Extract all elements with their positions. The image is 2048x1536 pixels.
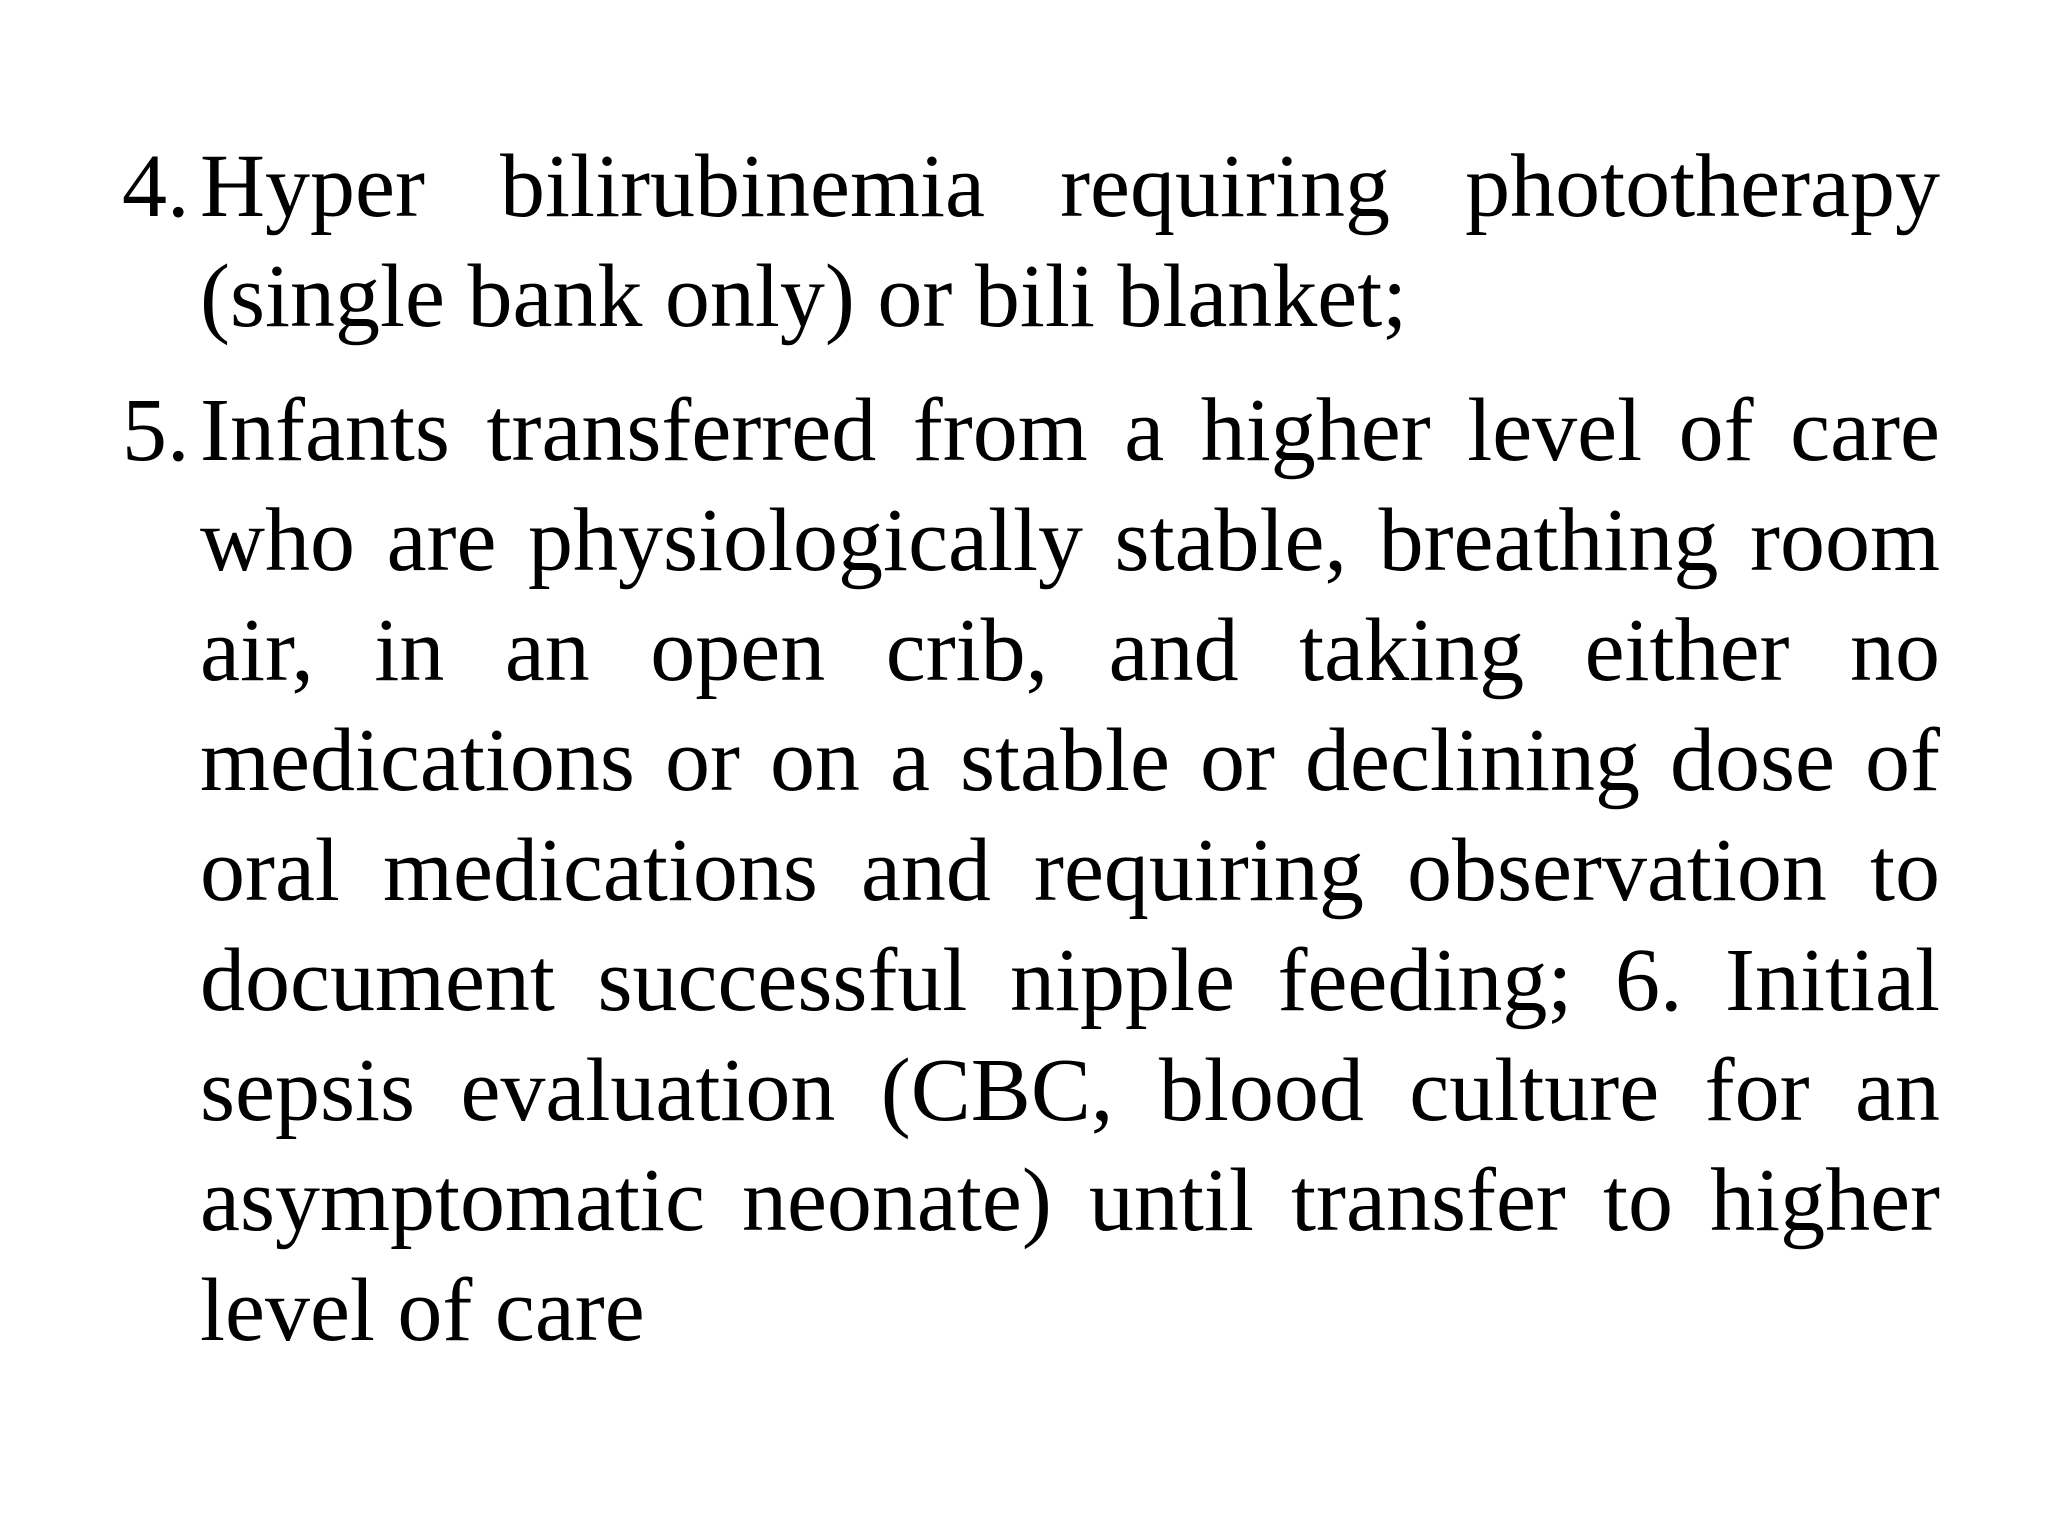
- list-item: [122, 376, 1940, 1366]
- list-item-text: Hyper bilirubinemia requiring phototherapy (single bank only) or bili blanket;: [200, 137, 1940, 346]
- list-item-number: 4.: [122, 137, 190, 236]
- list-item-text: Infants transferred from a higher level of care who are physiologically stable, breathing room air, in an open crib, and taking either no medications or on a stable or declining dose of oral medications and requiring observation to document successful nipple feeding; 6. Initial sepsis evaluation (CBC, blood culture for an asymptomatic neonate) until transfer to higher level of care: [200, 381, 1940, 1360]
- list-item: [122, 132, 1940, 352]
- criteria-list: [122, 132, 1940, 1390]
- list-item-number: 5.: [122, 381, 190, 480]
